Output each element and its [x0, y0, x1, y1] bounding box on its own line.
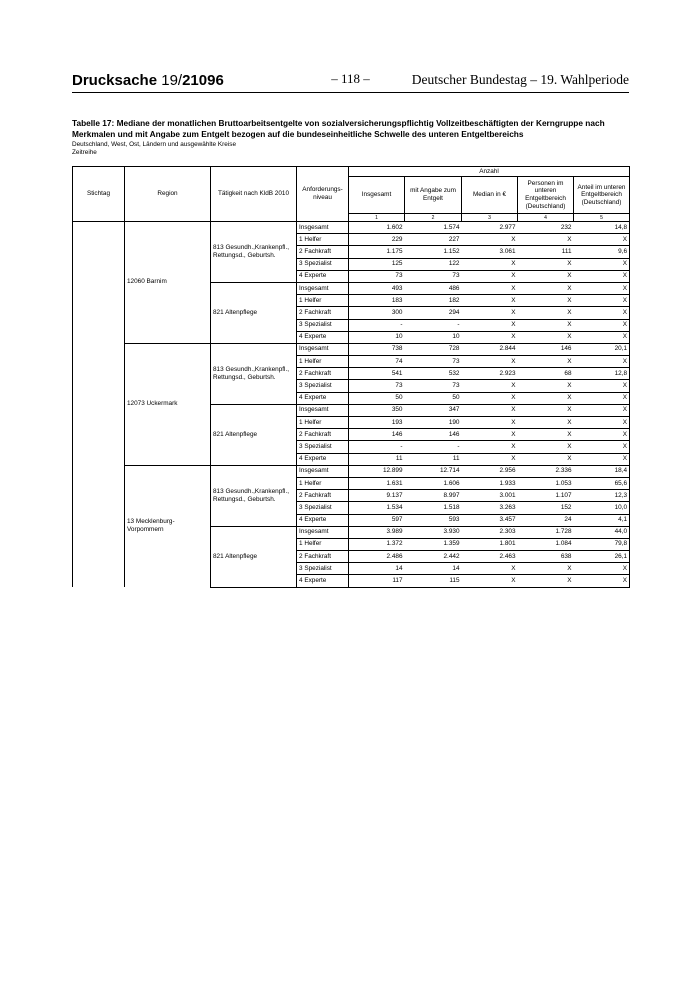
value-cell: 18,4	[574, 465, 630, 477]
value-cell: X	[518, 417, 574, 429]
value-cell: 2.956	[462, 465, 518, 477]
region-cell: 13 Mecklenburg-Vorpommern	[125, 465, 211, 587]
value-cell: X	[518, 295, 574, 307]
taetigkeit-cell: 821 Altenpflege	[211, 404, 297, 465]
level-cell: 4 Experte	[297, 514, 349, 526]
level-cell: 4 Experte	[297, 575, 349, 587]
value-cell: 11	[405, 453, 462, 465]
level-cell: Insgesamt	[297, 465, 349, 477]
value-cell: 14	[405, 563, 462, 575]
table-row	[73, 465, 630, 477]
value-cell: 347	[405, 404, 462, 416]
taetigkeit-cell: 821 Altenpflege	[211, 282, 297, 343]
value-cell: X	[518, 575, 574, 587]
value-cell: 26,1	[574, 551, 630, 563]
value-cell: 182	[405, 295, 462, 307]
value-cell: 20,1	[574, 343, 630, 355]
value-cell: X	[574, 404, 630, 416]
value-cell: 1.631	[349, 477, 405, 489]
level-cell: 2 Fachkraft	[297, 246, 349, 258]
col-index: 2	[405, 214, 462, 222]
value-cell: X	[574, 453, 630, 465]
value-cell: X	[574, 307, 630, 319]
value-cell: X	[574, 258, 630, 270]
value-cell: 2.977	[462, 222, 518, 234]
value-cell: 638	[518, 551, 574, 563]
doc-number-prefix: 19/	[161, 72, 183, 89]
table-row	[73, 343, 630, 355]
value-cell: 10	[349, 331, 405, 343]
value-cell: 593	[405, 514, 462, 526]
taetigkeit-cell: 813 Gesundh.,Krankenpfl., Rettungsd., Geburtsh.	[211, 465, 297, 526]
value-cell: 532	[405, 368, 462, 380]
value-cell: -	[349, 319, 405, 331]
data-table	[72, 166, 630, 588]
value-cell: X	[518, 392, 574, 404]
value-cell: 1.933	[462, 477, 518, 489]
col-header-stichtag: Stichtag	[73, 167, 125, 222]
value-cell: 183	[349, 295, 405, 307]
value-cell: 486	[405, 282, 462, 294]
value-cell: 597	[349, 514, 405, 526]
value-cell: 74	[349, 356, 405, 368]
value-cell: 3.930	[405, 526, 462, 538]
level-cell: 3 Spezialist	[297, 258, 349, 270]
value-cell: X	[462, 258, 518, 270]
value-cell: 229	[349, 234, 405, 246]
value-cell: 24	[518, 514, 574, 526]
value-cell: 294	[405, 307, 462, 319]
level-cell: 4 Experte	[297, 453, 349, 465]
value-cell: X	[518, 380, 574, 392]
col-index: 3	[462, 214, 518, 222]
value-cell: X	[518, 356, 574, 368]
value-cell: X	[462, 429, 518, 441]
level-cell: 3 Spezialist	[297, 502, 349, 514]
value-cell: 2.923	[462, 368, 518, 380]
value-cell: 190	[405, 417, 462, 429]
value-cell: 3.989	[349, 526, 405, 538]
value-cell: X	[462, 270, 518, 282]
value-cell: 152	[518, 502, 574, 514]
value-cell: 12,3	[574, 490, 630, 502]
value-cell: X	[518, 441, 574, 453]
value-cell: 3.001	[462, 490, 518, 502]
doc-number: 21096	[182, 72, 224, 89]
value-cell: 117	[349, 575, 405, 587]
value-cell: 111	[518, 246, 574, 258]
value-cell: X	[462, 307, 518, 319]
value-cell: X	[462, 392, 518, 404]
level-cell: 2 Fachkraft	[297, 551, 349, 563]
value-cell: X	[462, 453, 518, 465]
col-header-taetigkeit: Tätigkeit nach KldB 2010	[211, 167, 297, 222]
value-cell: X	[518, 429, 574, 441]
col-header-anforderung: Anforderungs-niveau	[297, 167, 349, 222]
value-cell: 12.714	[405, 465, 462, 477]
value-cell: X	[462, 331, 518, 343]
value-cell: 1.574	[405, 222, 462, 234]
value-cell: X	[462, 234, 518, 246]
value-cell: X	[574, 563, 630, 575]
level-cell: 1 Helfer	[297, 477, 349, 489]
col-header-region: Region	[125, 167, 211, 222]
value-cell: 232	[518, 222, 574, 234]
value-cell: 11	[349, 453, 405, 465]
value-cell: 44,0	[574, 526, 630, 538]
stichtag-cell	[73, 222, 125, 588]
value-cell: X	[574, 295, 630, 307]
value-cell: X	[518, 453, 574, 465]
value-cell: X	[462, 282, 518, 294]
value-cell: 10,0	[574, 502, 630, 514]
value-cell: -	[405, 319, 462, 331]
value-cell: 146	[518, 343, 574, 355]
level-cell: 1 Helfer	[297, 538, 349, 550]
value-cell: 50	[405, 392, 462, 404]
col-header-mit-angabe: mit Angabe zum Entgelt	[405, 177, 462, 214]
value-cell: 122	[405, 258, 462, 270]
taetigkeit-cell: 821 Altenpflege	[211, 526, 297, 587]
level-cell: 2 Fachkraft	[297, 307, 349, 319]
value-cell: 79,8	[574, 538, 630, 550]
value-cell: 73	[349, 270, 405, 282]
table-subtitle-series: Zeitreihe	[72, 149, 97, 156]
value-cell: 73	[405, 380, 462, 392]
value-cell: 14	[349, 563, 405, 575]
level-cell: 2 Fachkraft	[297, 429, 349, 441]
value-cell: 146	[349, 429, 405, 441]
value-cell: X	[518, 319, 574, 331]
level-cell: Insgesamt	[297, 343, 349, 355]
level-cell: 1 Helfer	[297, 356, 349, 368]
table-subtitle: Deutschland, West, Ost, Ländern und ausgewählte Kreise	[72, 141, 237, 148]
value-cell: 1.152	[405, 246, 462, 258]
value-cell: 73	[405, 356, 462, 368]
value-cell: 68	[518, 368, 574, 380]
value-cell: 300	[349, 307, 405, 319]
value-cell: X	[462, 319, 518, 331]
value-cell: 193	[349, 417, 405, 429]
value-cell: 1.175	[349, 246, 405, 258]
value-cell: X	[574, 392, 630, 404]
level-cell: 2 Fachkraft	[297, 490, 349, 502]
value-cell: 541	[349, 368, 405, 380]
level-cell: 4 Experte	[297, 270, 349, 282]
value-cell: 12,8	[574, 368, 630, 380]
doc-label: Drucksache	[72, 72, 158, 89]
value-cell: 3.263	[462, 502, 518, 514]
value-cell: 738	[349, 343, 405, 355]
col-header-anteil: Anteil im unteren Entgeltbereich (Deutschland)	[574, 177, 630, 214]
value-cell: 12.899	[349, 465, 405, 477]
value-cell: 493	[349, 282, 405, 294]
value-cell: X	[574, 282, 630, 294]
col-header-insgesamt: Insgesamt	[349, 177, 405, 214]
value-cell: 50	[349, 392, 405, 404]
value-cell: 4,1	[574, 514, 630, 526]
value-cell: 10	[405, 331, 462, 343]
value-cell: X	[518, 331, 574, 343]
value-cell: -	[405, 441, 462, 453]
value-cell: 1.518	[405, 502, 462, 514]
col-header-personen: Personen im unteren Entgeltbereich (Deutschland)	[518, 177, 574, 214]
value-cell: X	[574, 429, 630, 441]
value-cell: 2.486	[349, 551, 405, 563]
value-cell: -	[349, 441, 405, 453]
level-cell: Insgesamt	[297, 404, 349, 416]
value-cell: X	[574, 234, 630, 246]
value-cell: X	[518, 404, 574, 416]
col-index: 4	[518, 214, 574, 222]
level-cell: 1 Helfer	[297, 295, 349, 307]
value-cell: 1.359	[405, 538, 462, 550]
value-cell: X	[462, 563, 518, 575]
value-cell: 1.728	[518, 526, 574, 538]
value-cell: 9,6	[574, 246, 630, 258]
page-number: – 118 –	[331, 71, 370, 86]
value-cell: 8.997	[405, 490, 462, 502]
level-cell: 3 Spezialist	[297, 563, 349, 575]
institution-label: Deutscher Bundestag – 19. Wahlperiode	[411, 72, 629, 87]
value-cell: 1.534	[349, 502, 405, 514]
level-cell: 2 Fachkraft	[297, 368, 349, 380]
level-cell: 3 Spezialist	[297, 319, 349, 331]
value-cell: X	[574, 575, 630, 587]
value-cell: 73	[405, 270, 462, 282]
value-cell: X	[462, 380, 518, 392]
region-cell: 12060 Barnim	[125, 222, 211, 344]
value-cell: 350	[349, 404, 405, 416]
value-cell: 1.606	[405, 477, 462, 489]
value-cell: X	[574, 380, 630, 392]
value-cell: 227	[405, 234, 462, 246]
level-cell: 1 Helfer	[297, 234, 349, 246]
col-index: 5	[574, 214, 630, 222]
level-cell: 4 Experte	[297, 392, 349, 404]
value-cell: 65,6	[574, 477, 630, 489]
value-cell: 14,8	[574, 222, 630, 234]
value-cell: 125	[349, 258, 405, 270]
value-cell: 73	[349, 380, 405, 392]
value-cell: 2.463	[462, 551, 518, 563]
value-cell: X	[574, 319, 630, 331]
value-cell: 2.336	[518, 465, 574, 477]
value-cell: X	[574, 270, 630, 282]
level-cell: Insgesamt	[297, 222, 349, 234]
value-cell: 728	[405, 343, 462, 355]
page-header	[72, 70, 629, 93]
value-cell: X	[574, 356, 630, 368]
value-cell: X	[518, 563, 574, 575]
level-cell: 1 Helfer	[297, 417, 349, 429]
value-cell: 9.137	[349, 490, 405, 502]
value-cell: X	[462, 356, 518, 368]
level-cell: 3 Spezialist	[297, 380, 349, 392]
value-cell: X	[518, 270, 574, 282]
value-cell: 115	[405, 575, 462, 587]
value-cell: X	[518, 234, 574, 246]
value-cell: X	[462, 575, 518, 587]
table-title: Tabelle 17: Mediane der monatlichen Bruttoarbeitsentgelte von sozialversicherungspflichtig Vollzeitbeschäftigten der Kerngruppe nach Merkmalen und mit Angabe zum Entgelt bezogen auf die bundeseinheitliche Schwelle des unteren Entgeltbereichs	[72, 118, 605, 139]
level-cell: Insgesamt	[297, 282, 349, 294]
value-cell: 3.061	[462, 246, 518, 258]
value-cell: 1.107	[518, 490, 574, 502]
taetigkeit-cell: 813 Gesundh.,Krankenpfl., Rettungsd., Geburtsh.	[211, 222, 297, 283]
level-cell: 4 Experte	[297, 331, 349, 343]
taetigkeit-cell: 813 Gesundh.,Krankenpfl., Rettungsd., Geburtsh.	[211, 343, 297, 404]
value-cell: 1.801	[462, 538, 518, 550]
value-cell: 3.457	[462, 514, 518, 526]
value-cell: 1.053	[518, 477, 574, 489]
value-cell: X	[574, 417, 630, 429]
col-header-anzahl: Anzahl	[349, 167, 630, 177]
value-cell: X	[518, 307, 574, 319]
col-index: 1	[349, 214, 405, 222]
value-cell: 2.442	[405, 551, 462, 563]
level-cell: Insgesamt	[297, 526, 349, 538]
value-cell: 2.303	[462, 526, 518, 538]
region-cell: 12073 Uckermark	[125, 343, 211, 465]
value-cell: 1.602	[349, 222, 405, 234]
value-cell: X	[518, 282, 574, 294]
value-cell: X	[574, 441, 630, 453]
table-row	[73, 222, 630, 234]
col-header-median: Median in €	[462, 177, 518, 214]
value-cell: X	[462, 417, 518, 429]
value-cell: X	[462, 441, 518, 453]
value-cell: X	[462, 404, 518, 416]
value-cell: 146	[405, 429, 462, 441]
value-cell: 1.084	[518, 538, 574, 550]
level-cell: 3 Spezialist	[297, 441, 349, 453]
value-cell: X	[462, 295, 518, 307]
value-cell: X	[518, 258, 574, 270]
value-cell: X	[574, 331, 630, 343]
value-cell: 2.844	[462, 343, 518, 355]
value-cell: 1.372	[349, 538, 405, 550]
